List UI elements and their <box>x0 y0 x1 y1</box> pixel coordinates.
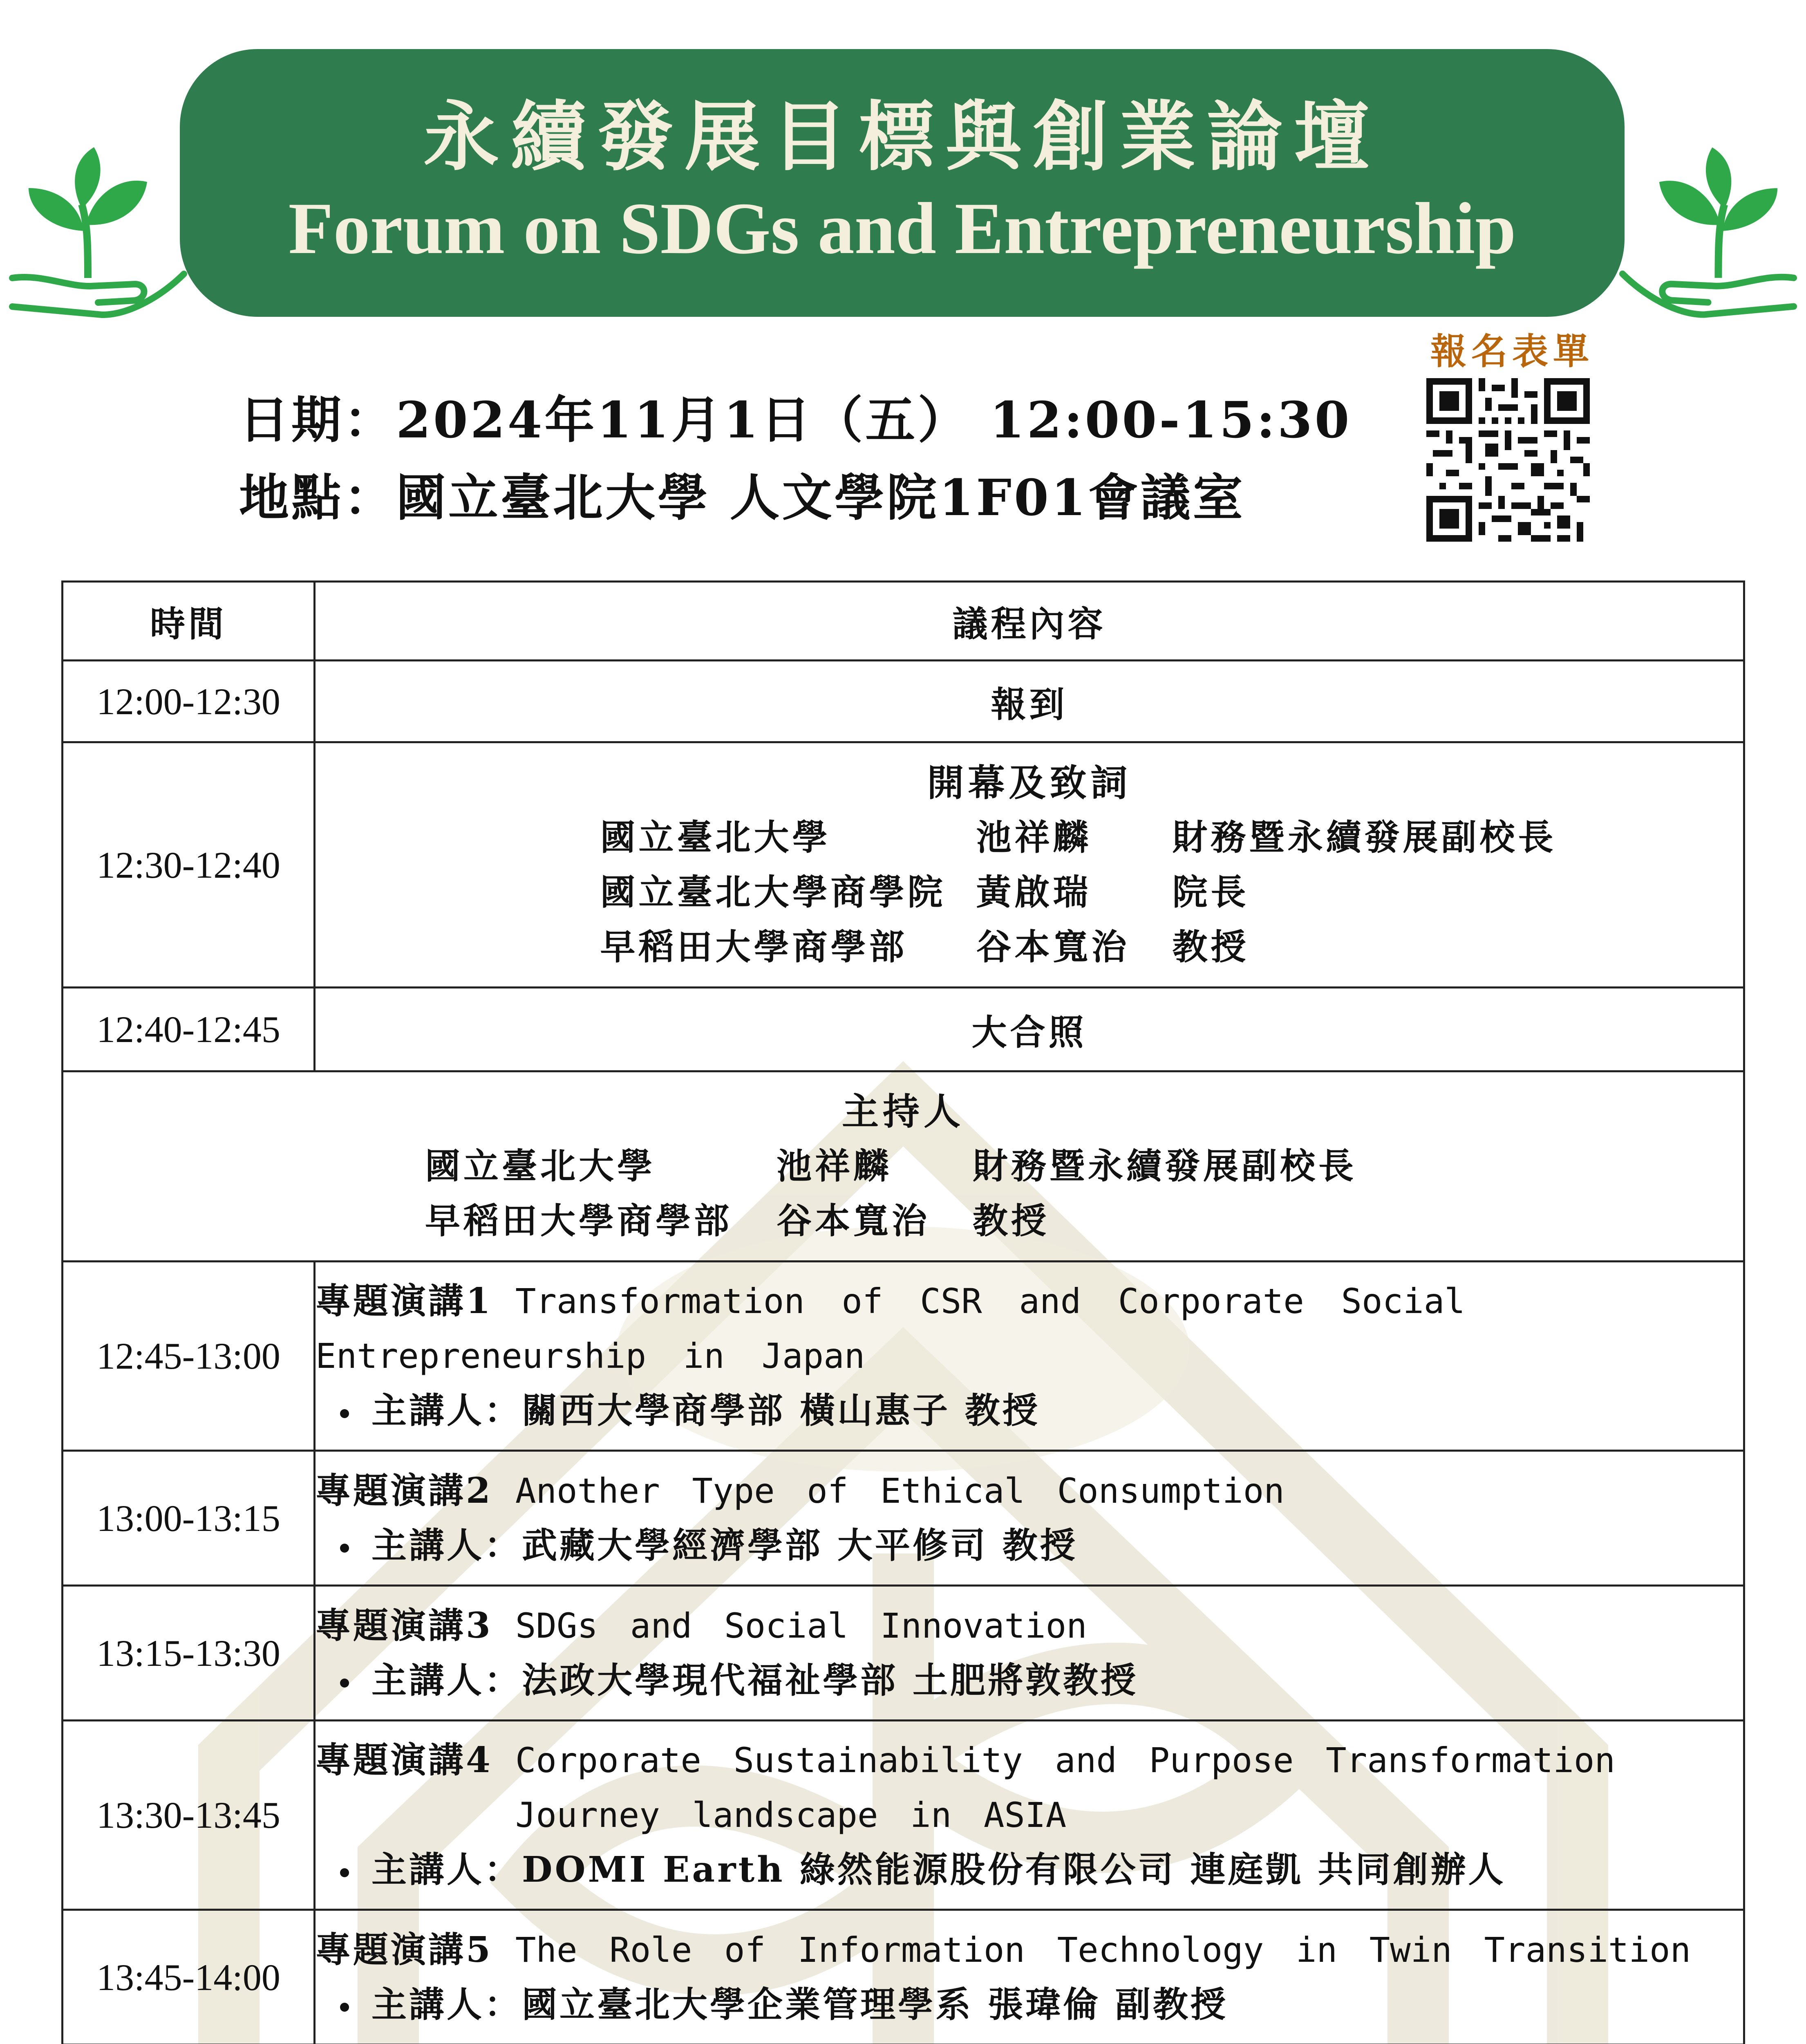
speaker-name: 池祥麟 <box>976 816 1092 858</box>
talk-speaker <box>316 1383 1743 1438</box>
speaker-title: 院長 <box>1172 871 1249 913</box>
bullet-icon <box>340 1409 349 1418</box>
time-cell: 13:00-13:15 <box>63 1451 315 1586</box>
talk-heading <box>316 1464 1743 1518</box>
talk-label: 專題演講4 <box>316 1739 493 1781</box>
title-banner <box>180 49 1625 317</box>
plant-in-hand-icon-left <box>0 143 192 323</box>
speaker-name: 谷本寬治 <box>976 926 1130 968</box>
talk-cell <box>315 1586 1744 1721</box>
event-date: 日期：2024年11月1日（五） 12:00-15:30 <box>239 390 1352 449</box>
agenda-row-talk-3 <box>63 1586 1744 1721</box>
moderator-title: 財務暨永續發展副校長 <box>973 1145 1357 1187</box>
talk-heading <box>316 1923 1743 1977</box>
opening-heading: 開幕及致詞 <box>927 761 1132 805</box>
talk-heading <box>316 1598 1743 1653</box>
time-cell: 12:30-12:40 <box>63 742 315 988</box>
talk-cell <box>315 1451 1744 1586</box>
title-chinese: 永續發展目標與創業論壇 <box>423 92 1381 182</box>
moderator-org: 國立臺北大學 <box>425 1145 656 1187</box>
talk-label: 專題演講3 <box>316 1605 493 1646</box>
moderator-name: 池祥麟 <box>777 1145 892 1187</box>
agenda-row-talk-5 <box>63 1910 1744 2044</box>
speaker-org: 國立臺北大學商學院 <box>600 871 946 913</box>
talk-speaker <box>316 1842 1743 1897</box>
agenda-row-checkin <box>63 661 1744 742</box>
time-cell: 12:40-12:45 <box>63 988 315 1071</box>
moderator-list <box>63 1139 1743 1248</box>
agenda-row-talk-4 <box>63 1721 1744 1910</box>
agenda-row-moderators <box>63 1071 1744 1262</box>
header-time: 時間 <box>63 582 315 661</box>
speaker-text: 主講人：武藏大學經濟學部 大平修司 教授 <box>371 1524 1078 1566</box>
event-venue: 地點：國立臺北大學 人文學院1F01會議室 <box>239 468 1245 527</box>
moderators-heading: 主持人 <box>842 1090 965 1133</box>
bullet-icon <box>340 2003 349 2012</box>
talk-title: Another Type of Ethical Consumption <box>515 1470 1285 1511</box>
talk-title: Transformation of CSR and Corporate Social Entrepreneurship in Japan <box>316 1281 1465 1376</box>
talk-cell <box>315 1910 1744 2044</box>
talk-cell <box>315 1262 1744 1451</box>
agenda-row-talk-1 <box>63 1262 1744 1451</box>
opening-cell <box>315 742 1744 988</box>
header-content: 議程內容 <box>315 582 1744 661</box>
moderators-cell <box>63 1071 1744 1262</box>
registration-qr-code[interactable] <box>1426 378 1590 542</box>
time-cell: 12:45-13:00 <box>63 1262 315 1451</box>
talk-label: 專題演講5 <box>316 1929 493 1970</box>
checkin-cell: 報到 <box>315 661 1744 742</box>
speaker-text: 主講人：國立臺北大學企業管理學系 張瑋倫 副教授 <box>371 1983 1228 2025</box>
speaker-title: 財務暨永續發展副校長 <box>1172 816 1557 858</box>
speaker-org: 國立臺北大學 <box>600 816 831 858</box>
bullet-icon <box>340 1679 349 1688</box>
title-english: Forum on SDGs and Entrepreneurship <box>288 187 1516 269</box>
bullet-icon <box>340 1868 349 1877</box>
speaker-org: 早稻田大學商學部 <box>600 926 908 968</box>
talk-title: SDGs and Social Innovation <box>515 1605 1087 1646</box>
talk-speaker <box>316 1977 1743 2032</box>
speaker-name: 黃啟瑞 <box>976 871 1092 913</box>
talk-label: 專題演講1 <box>316 1280 493 1322</box>
time-cell: 13:45-14:00 <box>63 1910 315 2044</box>
moderator-name: 谷本寬治 <box>777 1200 930 1242</box>
agenda-row-talk-2 <box>63 1451 1744 1586</box>
talk-speaker <box>316 1518 1743 1573</box>
speaker-title: 教授 <box>1172 926 1249 968</box>
talk-heading <box>316 1733 1743 1842</box>
moderator-org: 早稻田大學商學部 <box>425 1200 732 1242</box>
plant-in-hand-icon-right <box>1614 143 1806 323</box>
photo-cell: 大合照 <box>315 988 1744 1071</box>
time-cell: 12:00-12:30 <box>63 661 315 742</box>
agenda-table <box>61 580 1745 2044</box>
talk-heading <box>316 1274 1743 1383</box>
talk-speaker <box>316 1653 1743 1708</box>
agenda-row-opening <box>63 742 1744 988</box>
registration-label: 報名表單 <box>1430 330 1594 372</box>
agenda-header-row <box>63 582 1744 661</box>
talk-cell <box>315 1721 1744 1910</box>
speaker-text: 主講人：關西大學商學部 橫山惠子 教授 <box>371 1390 1040 1431</box>
opening-speakers <box>438 810 1743 975</box>
talk-title: The Role of Information Technology in Twin Transition <box>515 1930 1691 1970</box>
time-cell: 13:30-13:45 <box>63 1721 315 1910</box>
moderator-title: 教授 <box>973 1200 1050 1242</box>
time-cell: 13:15-13:30 <box>63 1586 315 1721</box>
speaker-text: 主講人：DOMI Earth 綠然能源股份有限公司 連庭凱 共同創辦人 <box>371 1849 1506 1890</box>
talk-title: Corporate Sustainability and Purpose Transformation Journey landscape in ASIA <box>515 1740 1616 1835</box>
speaker-text: 主講人：法政大學現代福祉學部 土肥將敦教授 <box>371 1659 1138 1701</box>
agenda-row-photo <box>63 988 1744 1071</box>
bullet-icon <box>340 1544 349 1553</box>
talk-label: 專題演講2 <box>316 1470 493 1511</box>
